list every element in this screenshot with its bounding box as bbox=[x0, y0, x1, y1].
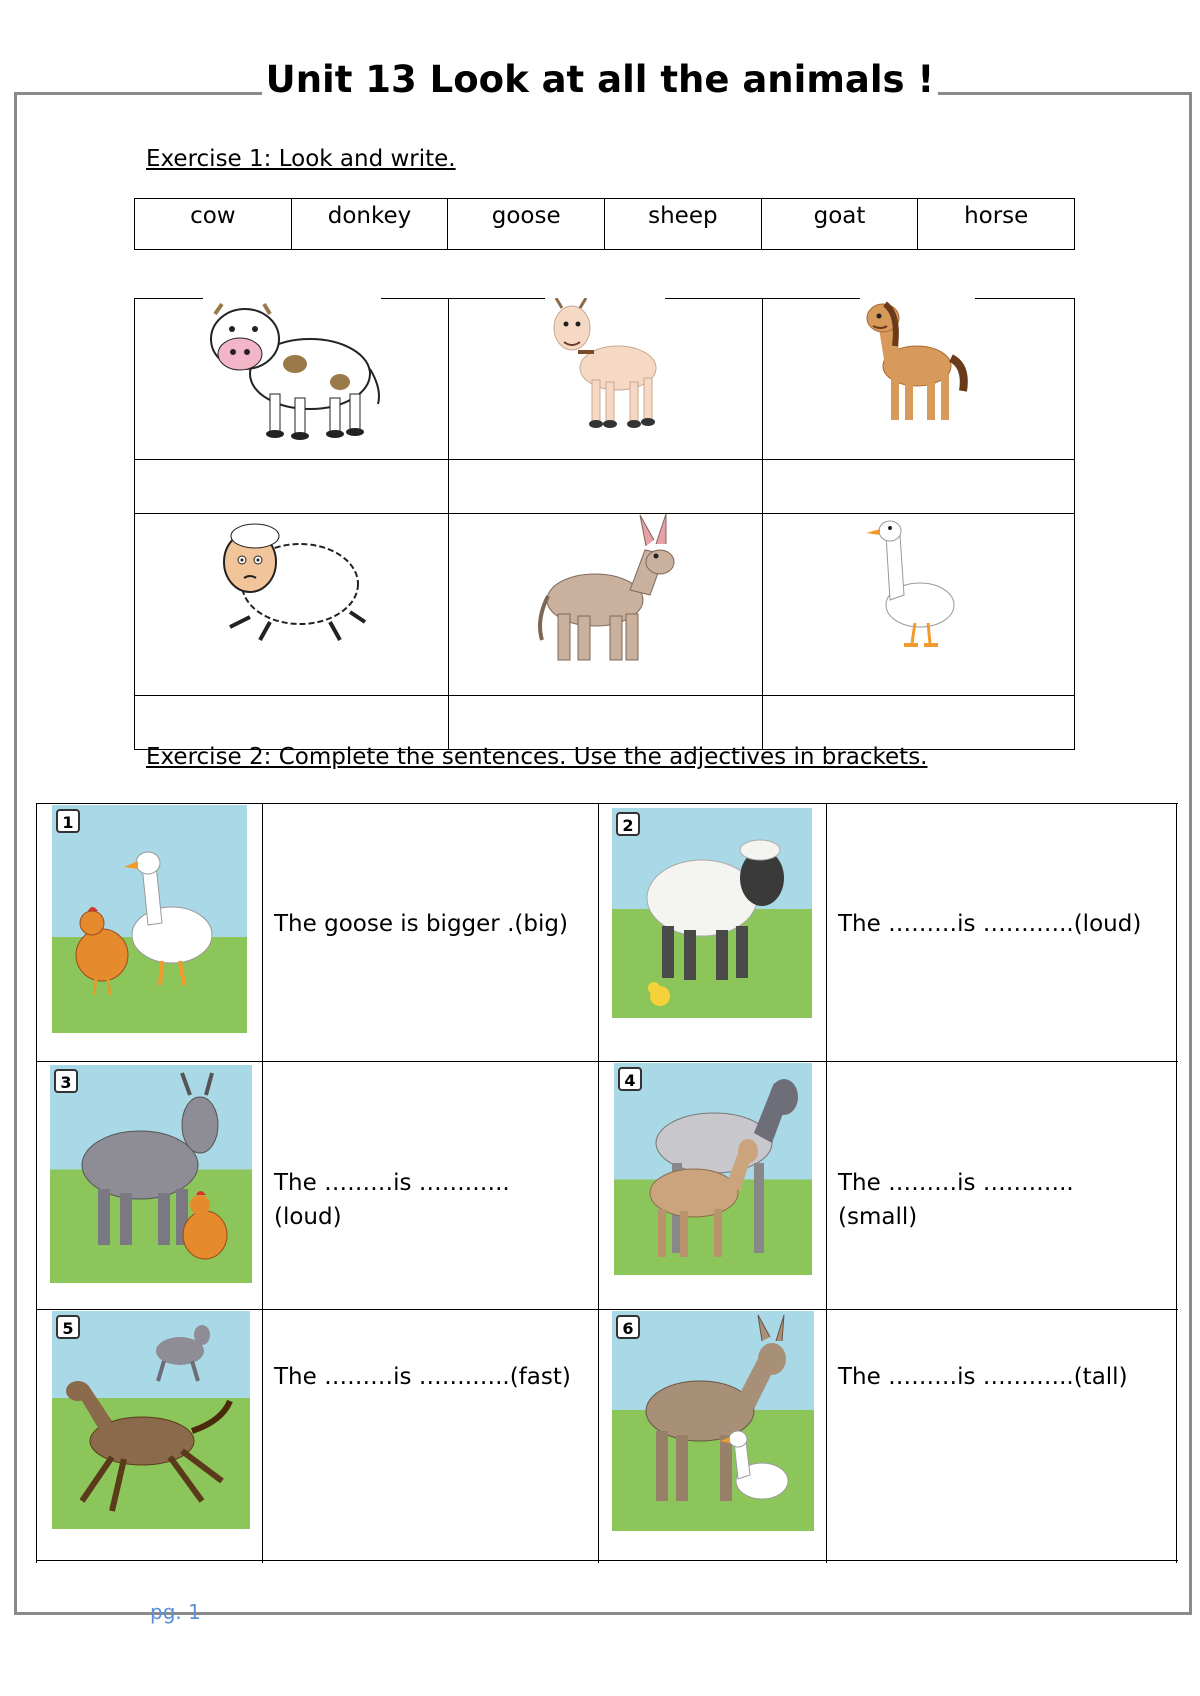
sentence-3 bbox=[274, 1166, 510, 1234]
item-number-badge: 5 bbox=[56, 1315, 80, 1339]
hen-and-goose-drawing bbox=[52, 805, 247, 1033]
answer-cell-sheep[interactable] bbox=[136, 696, 446, 748]
answer-cell-goose[interactable] bbox=[764, 696, 1073, 748]
exercise1-heading: Exercise 1: Look and write. bbox=[146, 146, 456, 172]
exercise2-heading: Exercise 2: Complete the sentences. Use the adjectives in brackets. bbox=[146, 744, 928, 770]
scene-picture-4 bbox=[614, 1063, 812, 1275]
donkey-and-goose-drawing bbox=[612, 1311, 814, 1531]
scene-picture-3 bbox=[50, 1065, 252, 1283]
horse-picture bbox=[855, 296, 975, 436]
horse-and-goat-drawing bbox=[52, 1311, 250, 1529]
word-bank-cell: goat bbox=[762, 199, 919, 249]
word-bank-cell: donkey bbox=[292, 199, 449, 249]
page-number: pg. 1 bbox=[150, 1600, 201, 1624]
scene-picture-1 bbox=[52, 805, 247, 1033]
sheep-picture bbox=[210, 522, 370, 652]
goat-and-hen-drawing bbox=[50, 1065, 252, 1283]
table-divider bbox=[36, 1560, 1178, 1561]
table-divider bbox=[1176, 803, 1177, 1563]
word-bank-cell: goose bbox=[448, 199, 605, 249]
donkey-picture bbox=[520, 510, 680, 670]
cow-picture bbox=[200, 294, 385, 444]
item-number-badge: 3 bbox=[54, 1069, 78, 1093]
table-divider bbox=[598, 803, 599, 1563]
item-number-badge: 4 bbox=[618, 1067, 642, 1091]
answer-cell-horse[interactable] bbox=[764, 460, 1073, 510]
goat-picture bbox=[540, 298, 665, 438]
item-number-badge: 6 bbox=[616, 1315, 640, 1339]
goose-picture bbox=[860, 515, 970, 655]
grid-divider bbox=[448, 299, 449, 749]
worksheet-title bbox=[0, 58, 1200, 102]
answer-cell-goat[interactable] bbox=[450, 460, 760, 510]
item-number-badge: 1 bbox=[56, 809, 80, 833]
word-bank-cell: horse bbox=[964, 203, 1029, 229]
sentence-3-line1: The ………is …….….. bbox=[274, 1170, 510, 1196]
answer-cell-donkey[interactable] bbox=[450, 696, 760, 748]
item-number-badge: 2 bbox=[616, 812, 640, 836]
sentence-6: The ………is …….…..(tall) bbox=[838, 1364, 1128, 1390]
table-divider bbox=[826, 803, 827, 1563]
scene-picture-5 bbox=[52, 1311, 250, 1529]
table-divider bbox=[36, 803, 37, 1563]
horse-and-foal-drawing bbox=[614, 1063, 812, 1275]
sentence-4-line2: (small) bbox=[838, 1204, 918, 1230]
word-bank bbox=[134, 198, 1075, 250]
sentence-3-line2: (loud) bbox=[274, 1204, 342, 1230]
worksheet-title-text: Unit 13 Look at all the animals ! bbox=[262, 58, 939, 101]
table-divider bbox=[36, 1061, 1178, 1062]
sentence-4 bbox=[838, 1166, 1074, 1234]
sentence-5: The ………is …….…..(fast) bbox=[274, 1364, 571, 1390]
answer-cell-cow[interactable] bbox=[136, 460, 446, 510]
table-divider bbox=[36, 1309, 1178, 1310]
scene-picture-6 bbox=[612, 1311, 814, 1531]
sheep-and-chick-drawing bbox=[612, 808, 812, 1018]
table-divider bbox=[36, 803, 1178, 804]
sentence-2: The ………is …….…..(loud) bbox=[838, 911, 1142, 937]
grid-divider bbox=[762, 299, 763, 749]
word-bank-cell: cow bbox=[135, 199, 292, 249]
word-bank-cell: sheep bbox=[605, 199, 762, 249]
sentence-1: The goose is bigger .(big) bbox=[274, 911, 568, 937]
scene-picture-2 bbox=[612, 808, 812, 1018]
table-divider bbox=[262, 803, 263, 1563]
sentence-4-line1: The ………is …….….. bbox=[838, 1170, 1074, 1196]
